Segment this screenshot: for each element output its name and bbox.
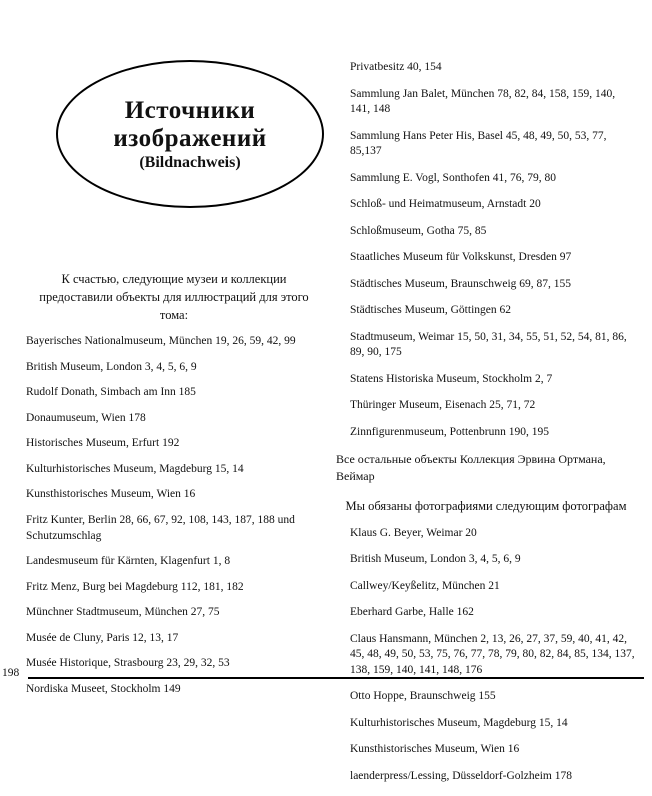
list-item: Kunsthistorisches Museum, Wien 16: [26, 488, 196, 501]
list-item: Fritz Menz, Burg bei Magdeburg 112, 181, 182: [26, 580, 244, 593]
list-item: Städtisches Museum, Göttingen 62: [350, 304, 511, 317]
list-item: Musée de Cluny, Paris 12, 13, 17: [26, 631, 179, 644]
page-number: 198: [2, 667, 20, 679]
list-item: Landesmuseum für Kärnten, Klagenfurt 1, 8: [26, 555, 231, 568]
page-title-subtitle: (Bildnachweis): [139, 153, 241, 171]
list-item: British Museum, London 3, 4, 5, 6, 9: [350, 553, 521, 566]
list-item: Stadtmuseum, Weimar 15, 50, 31, 34, 55, 51, 52, 54, 81, 86, 89, 90, 175: [350, 330, 627, 359]
list-item: Musée Historique, Strasbourg 23, 29, 32, 53: [26, 657, 230, 670]
list-item: Claus Hansmann, München 2, 13, 26, 27, 37, 59, 40, 41, 42, 45, 48, 49, 50, 53, 75, 76, 77, 78, 79, 80, 82, 84, 85, 134, 137, 138, 159, 140, 141, 148, 176: [350, 632, 635, 676]
list-item: Städtisches Museum, Braunschweig 69, 87, 155: [350, 277, 572, 290]
list-item: Schloßmuseum, Gotha 75, 85: [350, 224, 487, 237]
page-title-oval: [56, 60, 324, 208]
list-item: Kulturhistorisches Museum, Magdeburg 15, 14: [26, 462, 244, 475]
list-item: Fritz Kunter, Berlin 28, 66, 67, 92, 108, 143, 187, 188 und Schutzumschlag: [26, 513, 295, 542]
list-item: laenderpress/Lessing, Düsseldorf-Golzheim 178: [350, 770, 572, 782]
left-column: [26, 270, 322, 707]
collection-note: Все остальные объекты Коллекция Эрвина Ортмана, Веймар: [336, 452, 606, 484]
list-item: Sammlung Jan Balet, München 78, 82, 84, 158, 159, 140, 141, 148: [350, 87, 616, 116]
page-footer: [0, 667, 652, 687]
photographers-heading: Мы обязаны фотографиями следующим фотографам: [345, 498, 627, 513]
list-item: Bayerisches Nationalmuseum, München 19, 26, 59, 42, 99: [26, 335, 296, 348]
list-item: Klaus G. Beyer, Weimar 20: [350, 526, 477, 539]
list-item: Sammlung E. Vogl, Sonthofen 41, 76, 79, 80: [350, 171, 556, 184]
footer-divider: [28, 677, 644, 679]
list-item: Historisches Museum, Erfurt 192: [26, 437, 180, 450]
list-item: Privatbesitz 40, 154: [350, 61, 442, 73]
list-item: Rudolf Donath, Simbach am Inn 185: [26, 386, 196, 399]
list-item: Callwey/Keyßelitz, München 21: [350, 579, 500, 592]
page-title-line-1: Источники: [124, 96, 256, 124]
list-item: Donaumuseum, Wien 178: [26, 411, 146, 424]
list-item: Kulturhistorisches Museum, Magdeburg 15, 14: [350, 716, 568, 729]
list-item: Zinnfigurenmuseum, Pottenbrunn 190, 195: [350, 425, 549, 438]
list-item: Staatliches Museum für Volkskunst, Dresden 97: [350, 251, 572, 264]
list-item: Otto Hoppe, Braunschweig 155: [350, 690, 496, 703]
list-item: Eberhard Garbe, Halle 162: [350, 606, 474, 619]
list-item: Thüringer Museum, Eisenach 25, 71, 72: [350, 399, 536, 412]
list-item: Sammlung Hans Peter His, Basel 45, 48, 49, 50, 53, 77, 85,137: [350, 129, 607, 158]
list-item: Kunsthistorisches Museum, Wien 16: [350, 743, 520, 756]
list-item: Statens Historiska Museum, Stockholm 2, 7: [350, 372, 553, 385]
list-item: Nordiska Museet, Stockholm 149: [26, 682, 181, 695]
intro-paragraph: К счастью, следующие музеи и коллекции предоставили объекты для иллюстраций для этого тома:: [39, 272, 309, 323]
page-title-line-2: изображений: [113, 124, 267, 152]
list-item: British Museum, London 3, 4, 5, 6, 9: [26, 360, 197, 373]
list-item: Schloß- und Heimatmuseum, Arnstadt 20: [350, 198, 541, 211]
list-item: Münchner Stadtmuseum, München 27, 75: [26, 606, 220, 619]
